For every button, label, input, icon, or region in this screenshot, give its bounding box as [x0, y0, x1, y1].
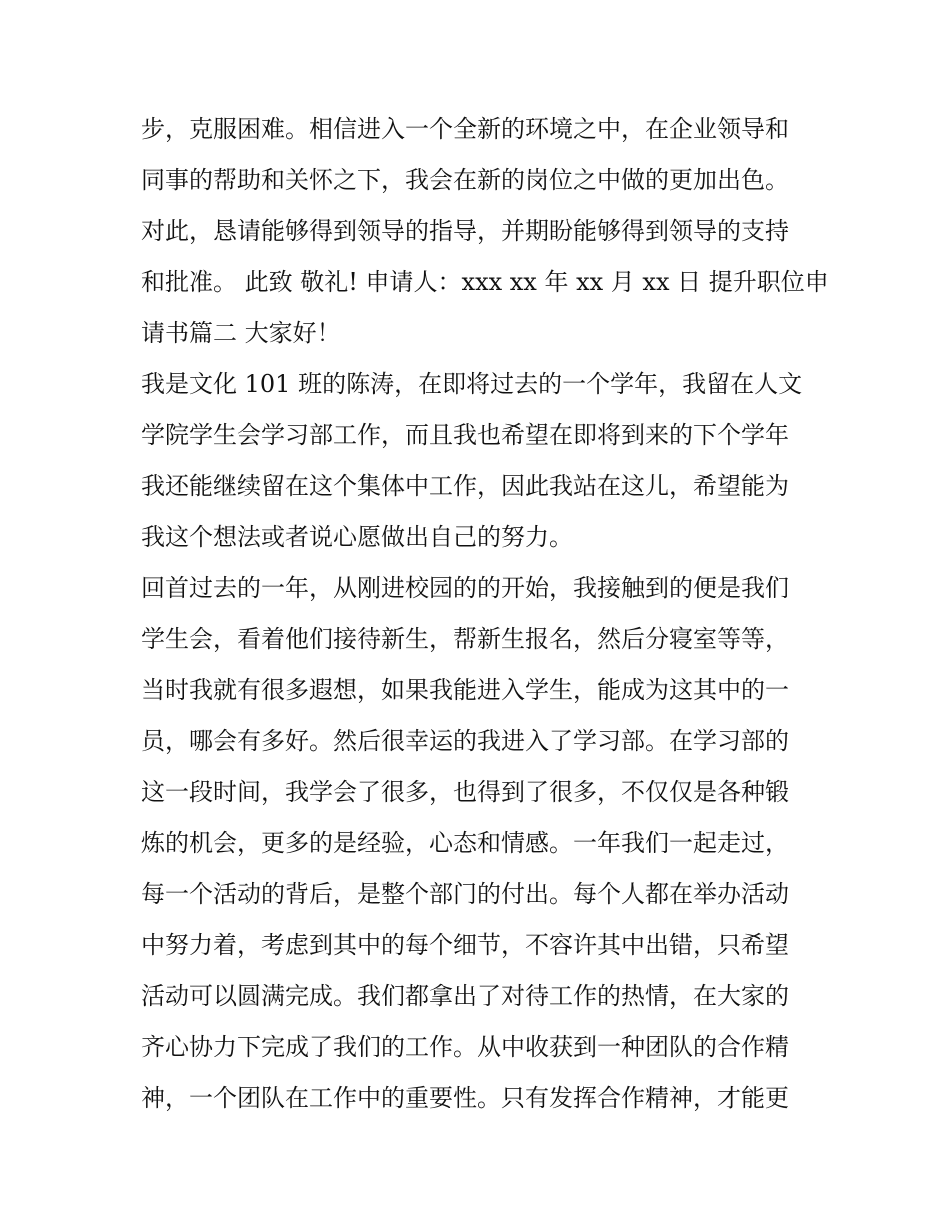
- text-line: 中努力着，考虑到其中的每个细节，不容许其中出错，只希望: [141, 931, 789, 959]
- text-line: 我是文化 101 班的陈涛，在即将过去的一个学年，我留在人文: [141, 370, 803, 398]
- text-line: 神，一个团队在工作中的重要性。只有发挥合作精神，才能更: [141, 1084, 789, 1112]
- text-line: 同事的帮助和关怀之下，我会在新的岗位之中做的更加出色。: [141, 166, 789, 194]
- text-line: 学院学生会学习部工作，而且我也希望在即将到来的下个学年: [141, 421, 789, 449]
- text-line: 回首过去的一年，从刚进校园的的开始，我接触到的便是我们: [141, 574, 789, 602]
- text-line: 炼的机会，更多的是经验，心态和情感。一年我们一起走过，: [141, 829, 789, 857]
- text-line: 当时我就有很多遐想，如果我能进入学生，能成为这其中的一: [141, 676, 789, 704]
- text-line: 请书篇二 大家好！: [141, 319, 341, 347]
- text-line: 这一段时间，我学会了很多，也得到了很多，不仅仅是各种锻: [141, 778, 789, 806]
- text-line: 和批准。 此致 敬礼! 申请人：xxx xx 年 xx 月 xx 日 提升职位申: [141, 268, 829, 296]
- text-line: 步，克服困难。相信进入一个全新的环境之中，在企业领导和: [141, 115, 789, 143]
- body-text: [141, 104, 829, 1124]
- text-line: 每一个活动的背后，是整个部门的付出。每个人都在举办活动: [141, 880, 789, 908]
- text-line: 我这个想法或者说心愿做出自己的努力。: [141, 523, 573, 551]
- text-line: 对此，恳请能够得到领导的指导，并期盼能够得到领导的支持: [141, 217, 789, 245]
- text-line: 学生会，看着他们接待新生，帮新生报名，然后分寝室等等，: [141, 625, 789, 653]
- text-line: 齐心协力下完成了我们的工作。从中收获到一种团队的合作精: [141, 1033, 789, 1061]
- text-line: 员，哪会有多好。然后很幸运的我进入了学习部。在学习部的: [141, 727, 789, 755]
- text-line: 活动可以圆满完成。我们都拿出了对待工作的热情，在大家的: [141, 982, 789, 1010]
- text-line: 我还能继续留在这个集体中工作，因此我站在这儿，希望能为: [141, 472, 789, 500]
